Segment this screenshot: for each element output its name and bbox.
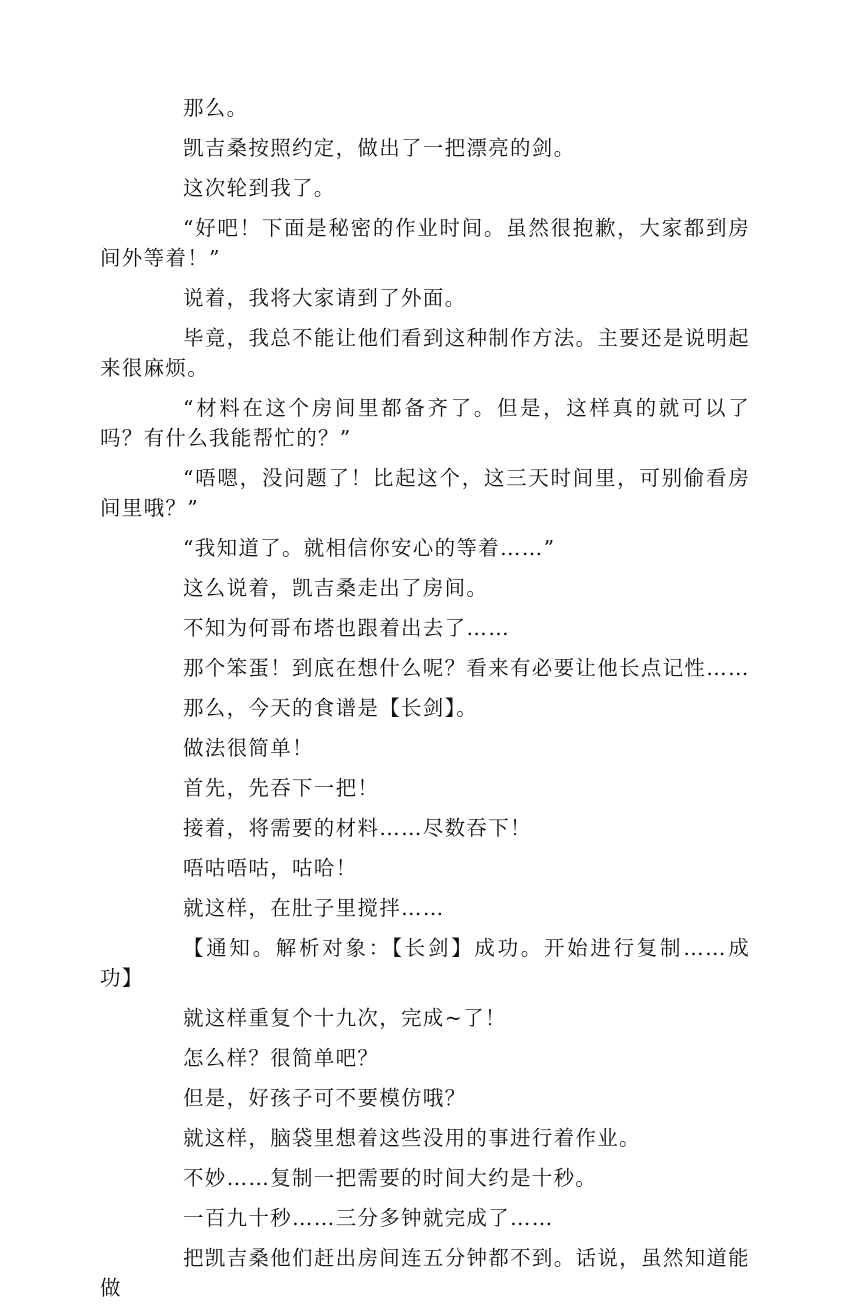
paragraph: 就这样重复个十九次，完成~了！ (183, 1006, 507, 1030)
paragraph: 一百九十秒……三分多钟就完成了…… (183, 1206, 554, 1230)
paragraph: 不知为何哥布塔也跟着出去了…… (183, 616, 510, 640)
paragraph: 首先，先吞下一把！ (183, 776, 380, 800)
paragraph: 把凯吉桑他们赶出房间连五分钟都不到。话说，虽然知道能做 (100, 1246, 750, 1300)
body-text (100, 93, 750, 1313)
paragraph: 【通知。解析对象：【长剑】成功。开始进行复制……成功】 (100, 936, 750, 990)
paragraph: 毕竟，我总不能让他们看到这种制作方法。主要还是说明起来很麻烦。 (100, 326, 750, 380)
paragraph: 说着，我将大家请到了外面。 (183, 286, 467, 310)
paragraph: “好吧！下面是秘密的作业时间。虽然很抱歉，大家都到房间外等着！” (100, 216, 750, 270)
paragraph: 就这样，脑袋里想着这些没用的事进行着作业。 (183, 1126, 641, 1150)
paragraph: 但是，好孩子可不要模仿哦？ (183, 1086, 467, 1110)
paragraph: 这么说着，凯吉桑走出了房间。 (183, 576, 489, 600)
paragraph: 做法很简单！ (183, 736, 314, 760)
paragraph: “唔嗯，没问题了！比起这个，这三天时间里，可别偷看房间里哦？” (100, 466, 750, 520)
paragraph: 这次轮到我了。 (183, 176, 336, 200)
paragraph: 不妙……复制一把需要的时间大约是十秒。 (183, 1166, 598, 1190)
paragraph: “材料在这个房间里都备齐了。但是，这样真的就可以了吗？有什么我能帮忙的？” (100, 396, 750, 450)
paragraph: 怎么样？很简单吧？ (183, 1046, 380, 1070)
paragraph: 那么。 (183, 96, 249, 120)
paragraph: 那个笨蛋！到底在想什么呢？看来有必要让他长点记性…… (183, 656, 750, 680)
paragraph: “我知道了。就相信你安心的等着……” (183, 536, 556, 560)
paragraph: 就这样，在肚子里搅拌…… (183, 896, 445, 920)
paragraph: 凯吉桑按照约定，做出了一把漂亮的剑。 (183, 136, 576, 160)
paragraph: 唔咕唔咕，咕哈！ (183, 856, 358, 880)
paragraph: 那么，今天的食谱是【长剑】。 (183, 696, 478, 720)
paragraph: 接着，将需要的材料……尽数吞下！ (183, 816, 532, 840)
